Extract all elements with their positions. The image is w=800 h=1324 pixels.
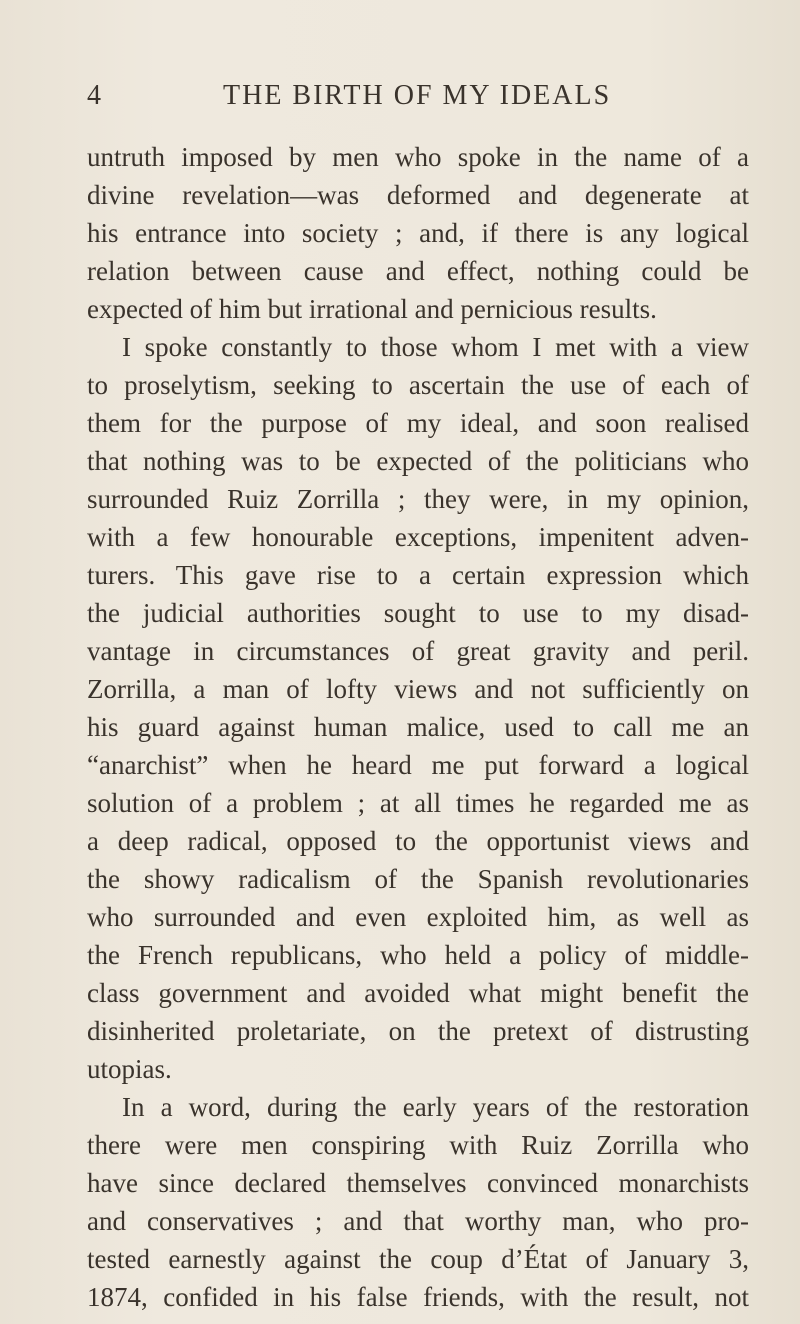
text-line: surrounded Ruiz Zorrilla ; they were, in my opinion, (87, 484, 749, 514)
text-line: with a few honourable exceptions, impenitent adven- (87, 522, 749, 552)
page-number: 4 (87, 80, 101, 111)
text-line: vantage in circumstances of great gravity and peril. (87, 636, 749, 666)
text-line: his guard against human malice, used to call me an (87, 712, 749, 742)
text-line: Zorrilla, a man of lofty views and not sufficiently on (87, 674, 749, 704)
text-line: who surrounded and even exploited him, as well as (87, 902, 749, 932)
text-line: a deep radical, opposed to the opportunist views and (87, 826, 749, 856)
text-line: class government and avoided what might benefit the (87, 978, 749, 1008)
text-line: expected of him but irrational and pernicious results. (87, 294, 657, 324)
text-line: relation between cause and effect, nothing could be (87, 256, 749, 286)
text-line: the showy radicalism of the Spanish revolutionaries (87, 864, 749, 894)
text-line: I spoke constantly to those whom I met with a view (122, 332, 749, 362)
text-line: “anarchist” when he heard me put forward a logical (87, 750, 749, 780)
text-line: that nothing was to be expected of the politicians who (87, 446, 749, 476)
text-line: utopias. (87, 1054, 172, 1084)
text-line: and conservatives ; and that worthy man, who pro- (87, 1206, 749, 1236)
text-line: them for the purpose of my ideal, and soon realised (87, 408, 749, 438)
text-line: turers. This gave rise to a certain expression which (87, 560, 749, 590)
text-line: solution of a problem ; at all times he regarded me as (87, 788, 749, 818)
text-line: to proselytism, seeking to ascertain the use of each of (87, 370, 749, 400)
text-line: there were men conspiring with Ruiz Zorrilla who (87, 1130, 749, 1160)
text-line: tested earnestly against the coup d’État of January 3, (87, 1244, 749, 1274)
text-line: disinherited proletariate, on the pretext of distrusting (87, 1016, 749, 1046)
running-title: THE BIRTH OF MY IDEALS (223, 80, 612, 111)
text-line: his entrance into society ; and, if there is any logical (87, 218, 749, 248)
text-line: divine revelation—was deformed and degenerate at (87, 180, 749, 210)
text-line: In a word, during the early years of the restoration (122, 1092, 749, 1122)
page-header (87, 80, 747, 120)
text-line: have since declared themselves convinced monarchists (87, 1168, 749, 1198)
body-text (87, 138, 749, 1316)
text-line: the judicial authorities sought to use to my disad- (87, 598, 749, 628)
text-line: the French republicans, who held a policy of middle- (87, 940, 749, 970)
text-line: 1874, confided in his false friends, with the result, not (87, 1282, 749, 1312)
text-line: untruth imposed by men who spoke in the name of a (87, 142, 749, 172)
